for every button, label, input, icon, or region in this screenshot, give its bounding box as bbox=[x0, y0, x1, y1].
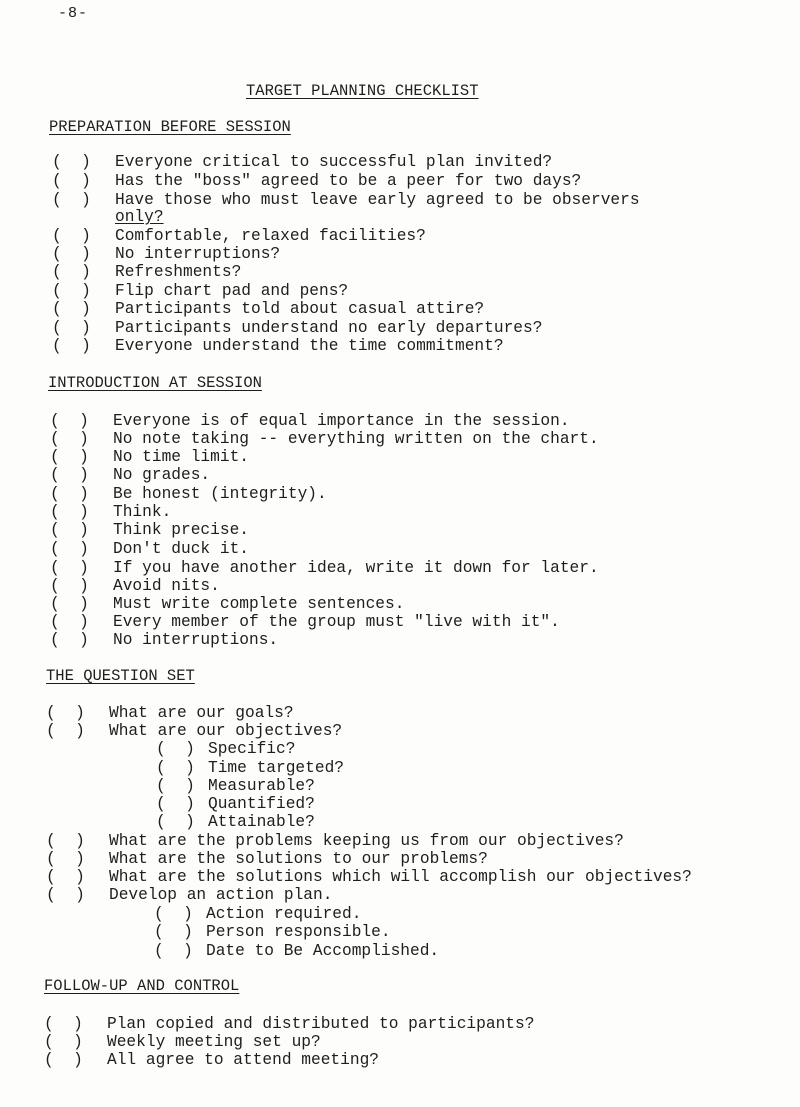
checkbox[interactable]: ( ) bbox=[52, 300, 91, 318]
checkbox[interactable]: ( ) bbox=[46, 886, 85, 904]
checkbox[interactable]: ( ) bbox=[156, 759, 195, 777]
checkbox[interactable]: ( ) bbox=[50, 485, 89, 503]
section-heading: FOLLOW-UP AND CONTROL bbox=[44, 977, 240, 995]
checkbox[interactable]: ( ) bbox=[52, 245, 91, 263]
checkbox[interactable]: ( ) bbox=[52, 191, 91, 209]
checkbox[interactable]: ( ) bbox=[154, 905, 193, 923]
checkbox[interactable]: ( ) bbox=[156, 740, 195, 758]
checkbox[interactable]: ( ) bbox=[50, 631, 89, 649]
item-text: Think precise. bbox=[113, 521, 249, 539]
checkbox[interactable]: ( ) bbox=[52, 282, 91, 300]
checkbox[interactable]: ( ) bbox=[50, 430, 89, 448]
checkbox[interactable]: ( ) bbox=[46, 704, 85, 722]
item-text: Specific? bbox=[208, 740, 296, 758]
checkbox[interactable]: ( ) bbox=[46, 868, 85, 886]
item-text: Develop an action plan. bbox=[109, 886, 333, 904]
item-text: What are our goals? bbox=[109, 704, 294, 722]
item-text: No note taking -- everything written on the chart. bbox=[113, 430, 599, 448]
checkbox[interactable]: ( ) bbox=[52, 337, 91, 355]
checkbox[interactable]: ( ) bbox=[50, 613, 89, 631]
checkbox[interactable]: ( ) bbox=[46, 850, 85, 868]
item-text: Have those who must leave early agreed to be observers bbox=[115, 191, 640, 209]
item-text: Quantified? bbox=[208, 795, 315, 813]
item-text: No grades. bbox=[113, 466, 211, 484]
item-text: No time limit. bbox=[113, 448, 249, 466]
checkbox[interactable]: ( ) bbox=[50, 540, 89, 558]
checkbox[interactable]: ( ) bbox=[156, 795, 195, 813]
item-text: Action required. bbox=[206, 905, 362, 923]
item-text: Has the "boss" agreed to be a peer for two days? bbox=[115, 172, 582, 190]
item-text: Everyone understand the time commitment? bbox=[115, 337, 504, 355]
page-title: TARGET PLANNING CHECKLIST bbox=[246, 82, 479, 100]
checkbox[interactable]: ( ) bbox=[52, 172, 91, 190]
checkbox[interactable]: ( ) bbox=[50, 448, 89, 466]
item-text: Everyone is of equal importance in the session. bbox=[113, 412, 570, 430]
checkbox[interactable]: ( ) bbox=[52, 319, 91, 337]
checkbox[interactable]: ( ) bbox=[44, 1051, 83, 1069]
section-heading: THE QUESTION SET bbox=[46, 667, 195, 685]
checkbox[interactable]: ( ) bbox=[44, 1033, 83, 1051]
item-text: Measurable? bbox=[208, 777, 315, 795]
item-text: Participants told about casual attire? bbox=[115, 300, 485, 318]
checkbox[interactable]: ( ) bbox=[50, 595, 89, 613]
checkbox[interactable]: ( ) bbox=[156, 777, 195, 795]
item-text: Think. bbox=[113, 503, 172, 521]
section-heading: PREPARATION BEFORE SESSION bbox=[49, 118, 291, 136]
item-text: All agree to attend meeting? bbox=[107, 1051, 379, 1069]
item-text: Everyone critical to successful plan invited? bbox=[115, 153, 553, 171]
item-text: Refreshments? bbox=[115, 263, 242, 281]
item-text: Time targeted? bbox=[208, 759, 344, 777]
checkbox[interactable]: ( ) bbox=[46, 722, 85, 740]
item-text: Comfortable, relaxed facilities? bbox=[115, 227, 426, 245]
item-text: Weekly meeting set up? bbox=[107, 1033, 321, 1051]
item-text: Don't duck it. bbox=[113, 540, 249, 558]
item-text: What are the solutions to our problems? bbox=[109, 850, 488, 868]
page-number: -8- bbox=[58, 5, 89, 22]
item-text: Participants understand no early departures? bbox=[115, 319, 543, 337]
checkbox[interactable]: ( ) bbox=[52, 153, 91, 171]
checkbox[interactable]: ( ) bbox=[44, 1015, 83, 1033]
checkbox[interactable]: ( ) bbox=[154, 923, 193, 941]
checkbox[interactable]: ( ) bbox=[50, 503, 89, 521]
item-text: Avoid nits. bbox=[113, 577, 220, 595]
item-text: Plan copied and distributed to participants? bbox=[107, 1015, 535, 1033]
checkbox[interactable]: ( ) bbox=[50, 521, 89, 539]
item-text: Every member of the group must "live with it". bbox=[113, 613, 560, 631]
section-heading: INTRODUCTION AT SESSION bbox=[48, 374, 262, 392]
checkbox[interactable]: ( ) bbox=[50, 577, 89, 595]
item-text: only? bbox=[115, 208, 164, 226]
item-text: What are our objectives? bbox=[109, 722, 343, 740]
item-text: Flip chart pad and pens? bbox=[115, 282, 349, 300]
item-text: Date to Be Accomplished. bbox=[206, 942, 440, 960]
item-text: No interruptions. bbox=[113, 631, 279, 649]
checkbox[interactable]: ( ) bbox=[50, 412, 89, 430]
item-text: Person responsible. bbox=[206, 923, 391, 941]
item-text: Attainable? bbox=[208, 813, 315, 831]
checkbox[interactable]: ( ) bbox=[52, 227, 91, 245]
item-text: What are the solutions which will accomplish our objectives? bbox=[109, 868, 692, 886]
checkbox[interactable]: ( ) bbox=[46, 832, 85, 850]
checkbox[interactable]: ( ) bbox=[50, 466, 89, 484]
checkbox[interactable]: ( ) bbox=[50, 559, 89, 577]
checkbox[interactable]: ( ) bbox=[154, 942, 193, 960]
item-text: Must write complete sentences. bbox=[113, 595, 405, 613]
item-text: If you have another idea, write it down for later. bbox=[113, 559, 599, 577]
item-text: No interruptions? bbox=[115, 245, 281, 263]
checkbox[interactable]: ( ) bbox=[52, 263, 91, 281]
item-text: Be honest (integrity). bbox=[113, 485, 327, 503]
checkbox[interactable]: ( ) bbox=[156, 813, 195, 831]
item-text: What are the problems keeping us from our objectives? bbox=[109, 832, 624, 850]
